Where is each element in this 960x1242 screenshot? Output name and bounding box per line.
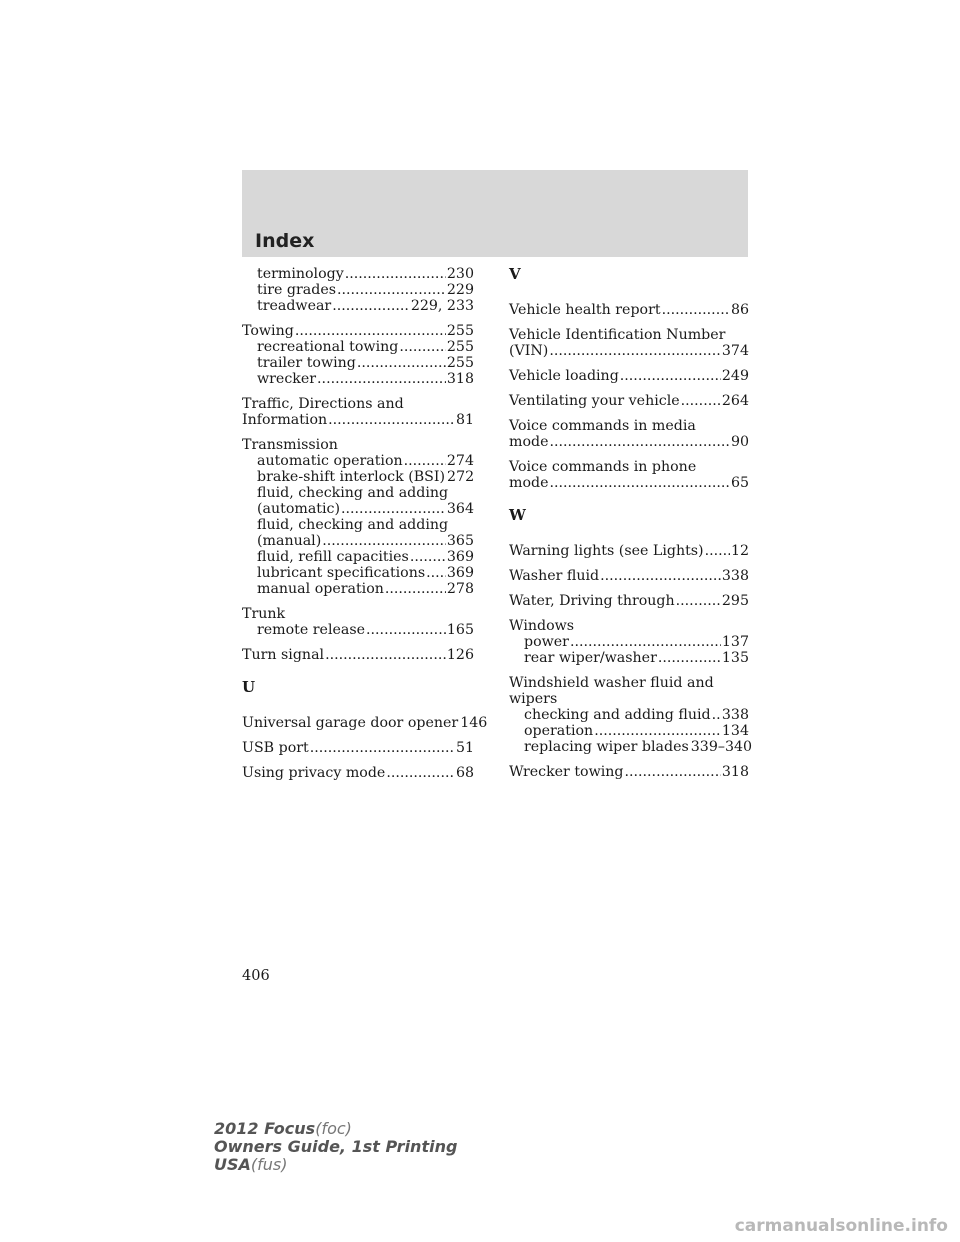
index-page-ref: 369 — [446, 549, 474, 565]
index-entry-text: Warning lights (see Lights) — [509, 543, 704, 559]
index-entry-text: fluid, checking and adding — [257, 517, 449, 533]
index-entry — [242, 740, 474, 756]
index-entry-text: Wrecker towing — [509, 764, 624, 780]
index-entry — [509, 764, 749, 780]
index-entry-text: operation — [524, 723, 594, 739]
index-subentry — [242, 339, 474, 355]
index-page-ref: 229, 233 — [410, 298, 474, 314]
index-entry — [509, 593, 749, 609]
index-entry-text: USB port — [242, 740, 309, 756]
dot-leader — [332, 298, 410, 314]
index-entry — [509, 459, 749, 475]
dot-leader — [337, 282, 446, 298]
index-column-right — [509, 265, 753, 780]
index-subentry — [242, 517, 474, 533]
index-page-ref: 249 — [721, 368, 749, 384]
index-entry-text: (VIN) — [509, 343, 549, 359]
index-page-ref: 137 — [721, 634, 749, 650]
index-entry-text: Vehicle health report — [509, 302, 661, 318]
dot-leader — [705, 543, 730, 559]
index-entry-text: (manual) — [257, 533, 322, 549]
dot-leader — [386, 765, 455, 781]
index-subentry — [509, 707, 749, 723]
index-page-ref: 134 — [721, 723, 749, 739]
index-page-ref: 318 — [721, 764, 749, 780]
index-page-ref: 146 — [460, 715, 488, 731]
dot-leader — [404, 453, 446, 469]
dot-leader — [712, 707, 721, 723]
footer-market-code: (fus) — [250, 1155, 288, 1174]
index-letter-heading: U — [242, 678, 256, 696]
index-entry-text: fluid, checking and adding — [257, 485, 449, 501]
index-entry-text: Ventilating your vehicle — [509, 393, 680, 409]
dot-leader — [681, 393, 721, 409]
index-subentry — [242, 533, 474, 549]
dot-leader — [357, 355, 446, 371]
document-footer — [214, 1120, 457, 1174]
index-entry — [509, 368, 749, 384]
dot-leader — [426, 565, 446, 581]
index-subentry — [509, 739, 753, 755]
footer-model: 2012 Focus — [214, 1119, 316, 1138]
index-entry-text: Traffic, Directions and — [242, 396, 404, 412]
index-entry-text: Information — [242, 412, 328, 428]
index-entry — [242, 396, 474, 412]
dot-leader — [570, 634, 721, 650]
index-entry — [509, 618, 749, 634]
index-subentry — [509, 723, 749, 739]
watermark: carmanualsonline.info — [734, 1216, 948, 1236]
dot-leader — [549, 475, 729, 491]
index-page-ref: 135 — [721, 650, 749, 666]
index-page-ref: 126 — [446, 647, 474, 663]
index-subentry — [242, 355, 474, 371]
index-entry-text: wipers — [509, 691, 558, 707]
section-title: Index — [255, 230, 315, 252]
footer-edition: Owners Guide, 1st Printing — [214, 1137, 458, 1156]
index-page-ref: 339–340 — [690, 739, 753, 755]
index-entry-text: treadwear — [257, 298, 332, 314]
index-letter-heading: W — [509, 506, 526, 524]
index-entry-text: automatic operation — [257, 453, 403, 469]
index-entry-text: (automatic) — [257, 501, 341, 517]
index-entry — [509, 543, 749, 559]
index-page-ref: 255 — [446, 339, 474, 355]
index-page-ref: 369 — [446, 565, 474, 581]
index-entry — [242, 323, 474, 339]
index-subentry — [242, 501, 474, 517]
index-entry — [242, 765, 474, 781]
index-page-ref: 365 — [446, 533, 474, 549]
index-entry-text: mode — [509, 434, 549, 450]
index-page-ref: 86 — [730, 302, 749, 318]
index-subentry — [509, 650, 749, 666]
page-number: 406 — [242, 968, 270, 984]
dot-leader — [322, 533, 446, 549]
index-entry-text: fluid, refill capacities — [257, 549, 409, 565]
index-subentry — [242, 549, 474, 565]
index-entry — [509, 568, 749, 584]
dot-leader — [325, 647, 446, 663]
index-entry-text: Transmission — [242, 437, 338, 453]
dot-leader — [620, 368, 721, 384]
index-page-ref: 81 — [455, 412, 474, 428]
section-header-bar — [242, 170, 748, 257]
dot-leader — [341, 501, 446, 517]
index-entry-text: checking and adding fluid — [524, 707, 711, 723]
index-page-ref: 165 — [446, 622, 474, 638]
index-entry-text: tire grades — [257, 282, 337, 298]
index-page-ref: 229 — [446, 282, 474, 298]
index-page-ref: 68 — [455, 765, 474, 781]
index-entry — [509, 302, 749, 318]
index-entry-text: Turn signal — [242, 647, 325, 663]
index-entry-text: brake-shift interlock (BSI) — [257, 469, 446, 485]
index-page-ref: 51 — [455, 740, 474, 756]
index-entry-text: Towing — [242, 323, 294, 339]
index-subentry — [242, 371, 474, 387]
index-entry-text: mode — [509, 475, 549, 491]
index-page-ref: 338 — [721, 707, 749, 723]
index-entry — [509, 475, 749, 491]
index-entry-text: Universal garage door opener — [242, 715, 459, 731]
dot-leader — [310, 740, 455, 756]
index-entry-text: power — [524, 634, 569, 650]
index-letter-heading: V — [509, 265, 521, 283]
index-page-ref: 295 — [721, 593, 749, 609]
index-subentry — [242, 282, 474, 298]
index-entry-text: Vehicle loading — [509, 368, 619, 384]
dot-leader — [345, 266, 446, 282]
index-entry — [242, 647, 474, 663]
index-entry-text: Water, Driving through — [509, 593, 675, 609]
index-entry-text: Voice commands in phone — [509, 459, 697, 475]
index-page-ref: 264 — [721, 393, 749, 409]
index-entry — [509, 393, 749, 409]
dot-leader — [594, 723, 721, 739]
index-page-ref: 274 — [446, 453, 474, 469]
index-page-ref: 65 — [730, 475, 749, 491]
footer-model-code: (foc) — [315, 1119, 352, 1138]
index-entry-text: Trunk — [242, 606, 286, 622]
index-entry-text: terminology — [257, 266, 344, 282]
index-entry-text: rear wiper/washer — [524, 650, 657, 666]
dot-leader — [328, 412, 455, 428]
index-subentry — [242, 581, 474, 597]
index-subentry — [242, 469, 474, 485]
index-entry-text: Vehicle Identification Number — [509, 327, 726, 343]
footer-market: USA — [214, 1155, 251, 1174]
index-entry-text: replacing wiper blades — [524, 739, 689, 755]
dot-leader — [600, 568, 721, 584]
index-page-ref: 255 — [446, 323, 474, 339]
index-entry-text: Windows — [509, 618, 575, 634]
index-entry-text: Washer fluid — [509, 568, 600, 584]
index-subentry — [242, 266, 474, 282]
index-page-ref: 230 — [446, 266, 474, 282]
index-entry — [242, 437, 474, 453]
index-page-ref: 255 — [446, 355, 474, 371]
index-subentry — [242, 298, 474, 314]
dot-leader — [385, 581, 446, 597]
index-page-ref: 272 — [447, 469, 475, 485]
index-entry-text: wrecker — [257, 371, 317, 387]
dot-leader — [676, 593, 721, 609]
index-entry — [509, 434, 749, 450]
dot-leader — [662, 302, 730, 318]
dot-leader — [549, 343, 721, 359]
index-page-ref: 90 — [730, 434, 749, 450]
index-entry-text: recreational towing — [257, 339, 399, 355]
dot-leader — [399, 339, 446, 355]
index-page-ref: 12 — [730, 543, 749, 559]
dot-leader — [658, 650, 721, 666]
index-page-ref: 278 — [446, 581, 474, 597]
index-entry — [509, 418, 749, 434]
index-subentry — [242, 453, 474, 469]
index-entry — [242, 412, 474, 428]
index-page-ref: 338 — [721, 568, 749, 584]
index-subentry — [509, 634, 749, 650]
index-entry — [509, 327, 749, 343]
index-entry-text: trailer towing — [257, 355, 356, 371]
dot-leader — [549, 434, 729, 450]
index-subentry — [242, 485, 474, 501]
dot-leader — [295, 323, 446, 339]
index-subentry — [242, 565, 474, 581]
index-entry-text: Using privacy mode — [242, 765, 386, 781]
index-column-left — [242, 266, 488, 781]
index-entry-text: lubricant specifications — [257, 565, 426, 581]
dot-leader — [625, 764, 721, 780]
index-page-ref: 318 — [446, 371, 474, 387]
index-entry-text: remote release — [257, 622, 366, 638]
dot-leader — [366, 622, 446, 638]
index-page-ref: 374 — [721, 343, 749, 359]
index-entry-text: Voice commands in media — [509, 418, 696, 434]
index-entry-text: Windshield washer fluid and — [509, 675, 714, 691]
index-entry — [509, 691, 749, 707]
index-subentry — [242, 622, 474, 638]
index-entry — [509, 343, 749, 359]
index-entry-text: manual operation — [257, 581, 384, 597]
index-page-ref: 364 — [446, 501, 474, 517]
index-entry — [242, 715, 488, 731]
dot-leader — [410, 549, 446, 565]
index-entry — [509, 675, 749, 691]
index-entry — [242, 606, 474, 622]
dot-leader — [317, 371, 446, 387]
